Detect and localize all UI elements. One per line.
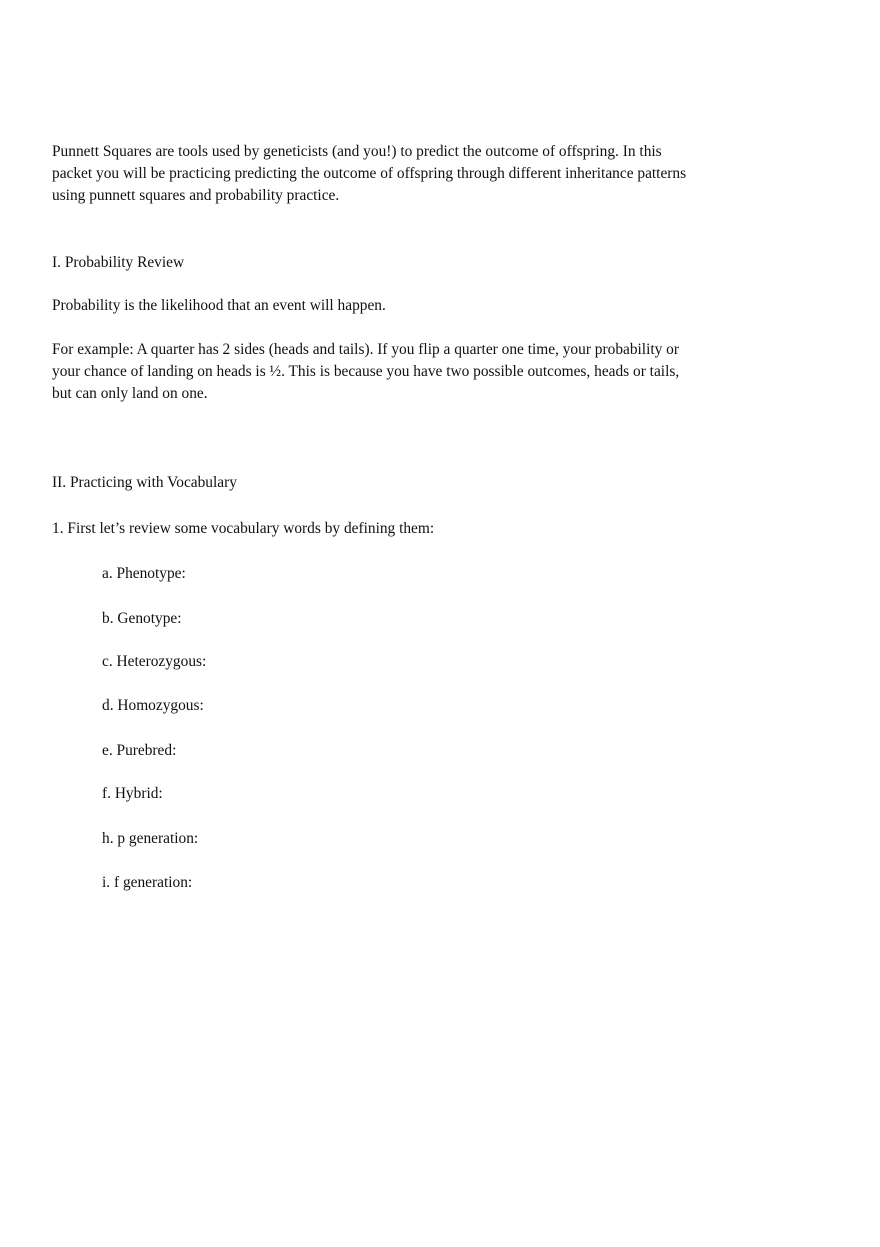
intro-line: packet you will be practicing predicting the outcome of offspring through different inheritance patterns [52, 165, 687, 182]
section-heading-probability: I. Probability Review [52, 254, 185, 271]
vocab-term-heterozygous: c. Heterozygous: [102, 653, 207, 670]
probability-definition: Probability is the likelihood that an event will happen. [52, 297, 386, 314]
example-line: For example: A quarter has 2 sides (heads and tails). If you flip a quarter one time, your probability or [52, 341, 680, 358]
intro-line: using punnett squares and probability practice. [52, 187, 340, 204]
example-line: your chance of landing on heads is ½. This is because you have two possible outcomes, heads or tails, [52, 363, 680, 380]
vocabulary-question: 1. First let’s review some vocabulary words by defining them: [52, 520, 435, 537]
example-line: but can only land on one. [52, 385, 208, 402]
vocab-term-phenotype: a. Phenotype: [102, 565, 186, 582]
vocab-term-homozygous: d. Homozygous: [102, 697, 204, 714]
vocab-term-hybrid: f. Hybrid: [102, 785, 163, 802]
section-heading-vocabulary: II. Practicing with Vocabulary [52, 474, 237, 491]
vocab-term-p-generation: h. p generation: [102, 830, 199, 847]
intro-paragraph [52, 141, 722, 207]
vocab-term-purebred: e. Purebred: [102, 742, 177, 759]
intro-line: Punnett Squares are tools used by geneticists (and you!) to predict the outcome of offspring. In this [52, 143, 662, 160]
probability-example [52, 339, 722, 405]
vocab-term-f-generation: i. f generation: [102, 874, 193, 891]
vocab-term-genotype: b. Genotype: [102, 610, 182, 627]
